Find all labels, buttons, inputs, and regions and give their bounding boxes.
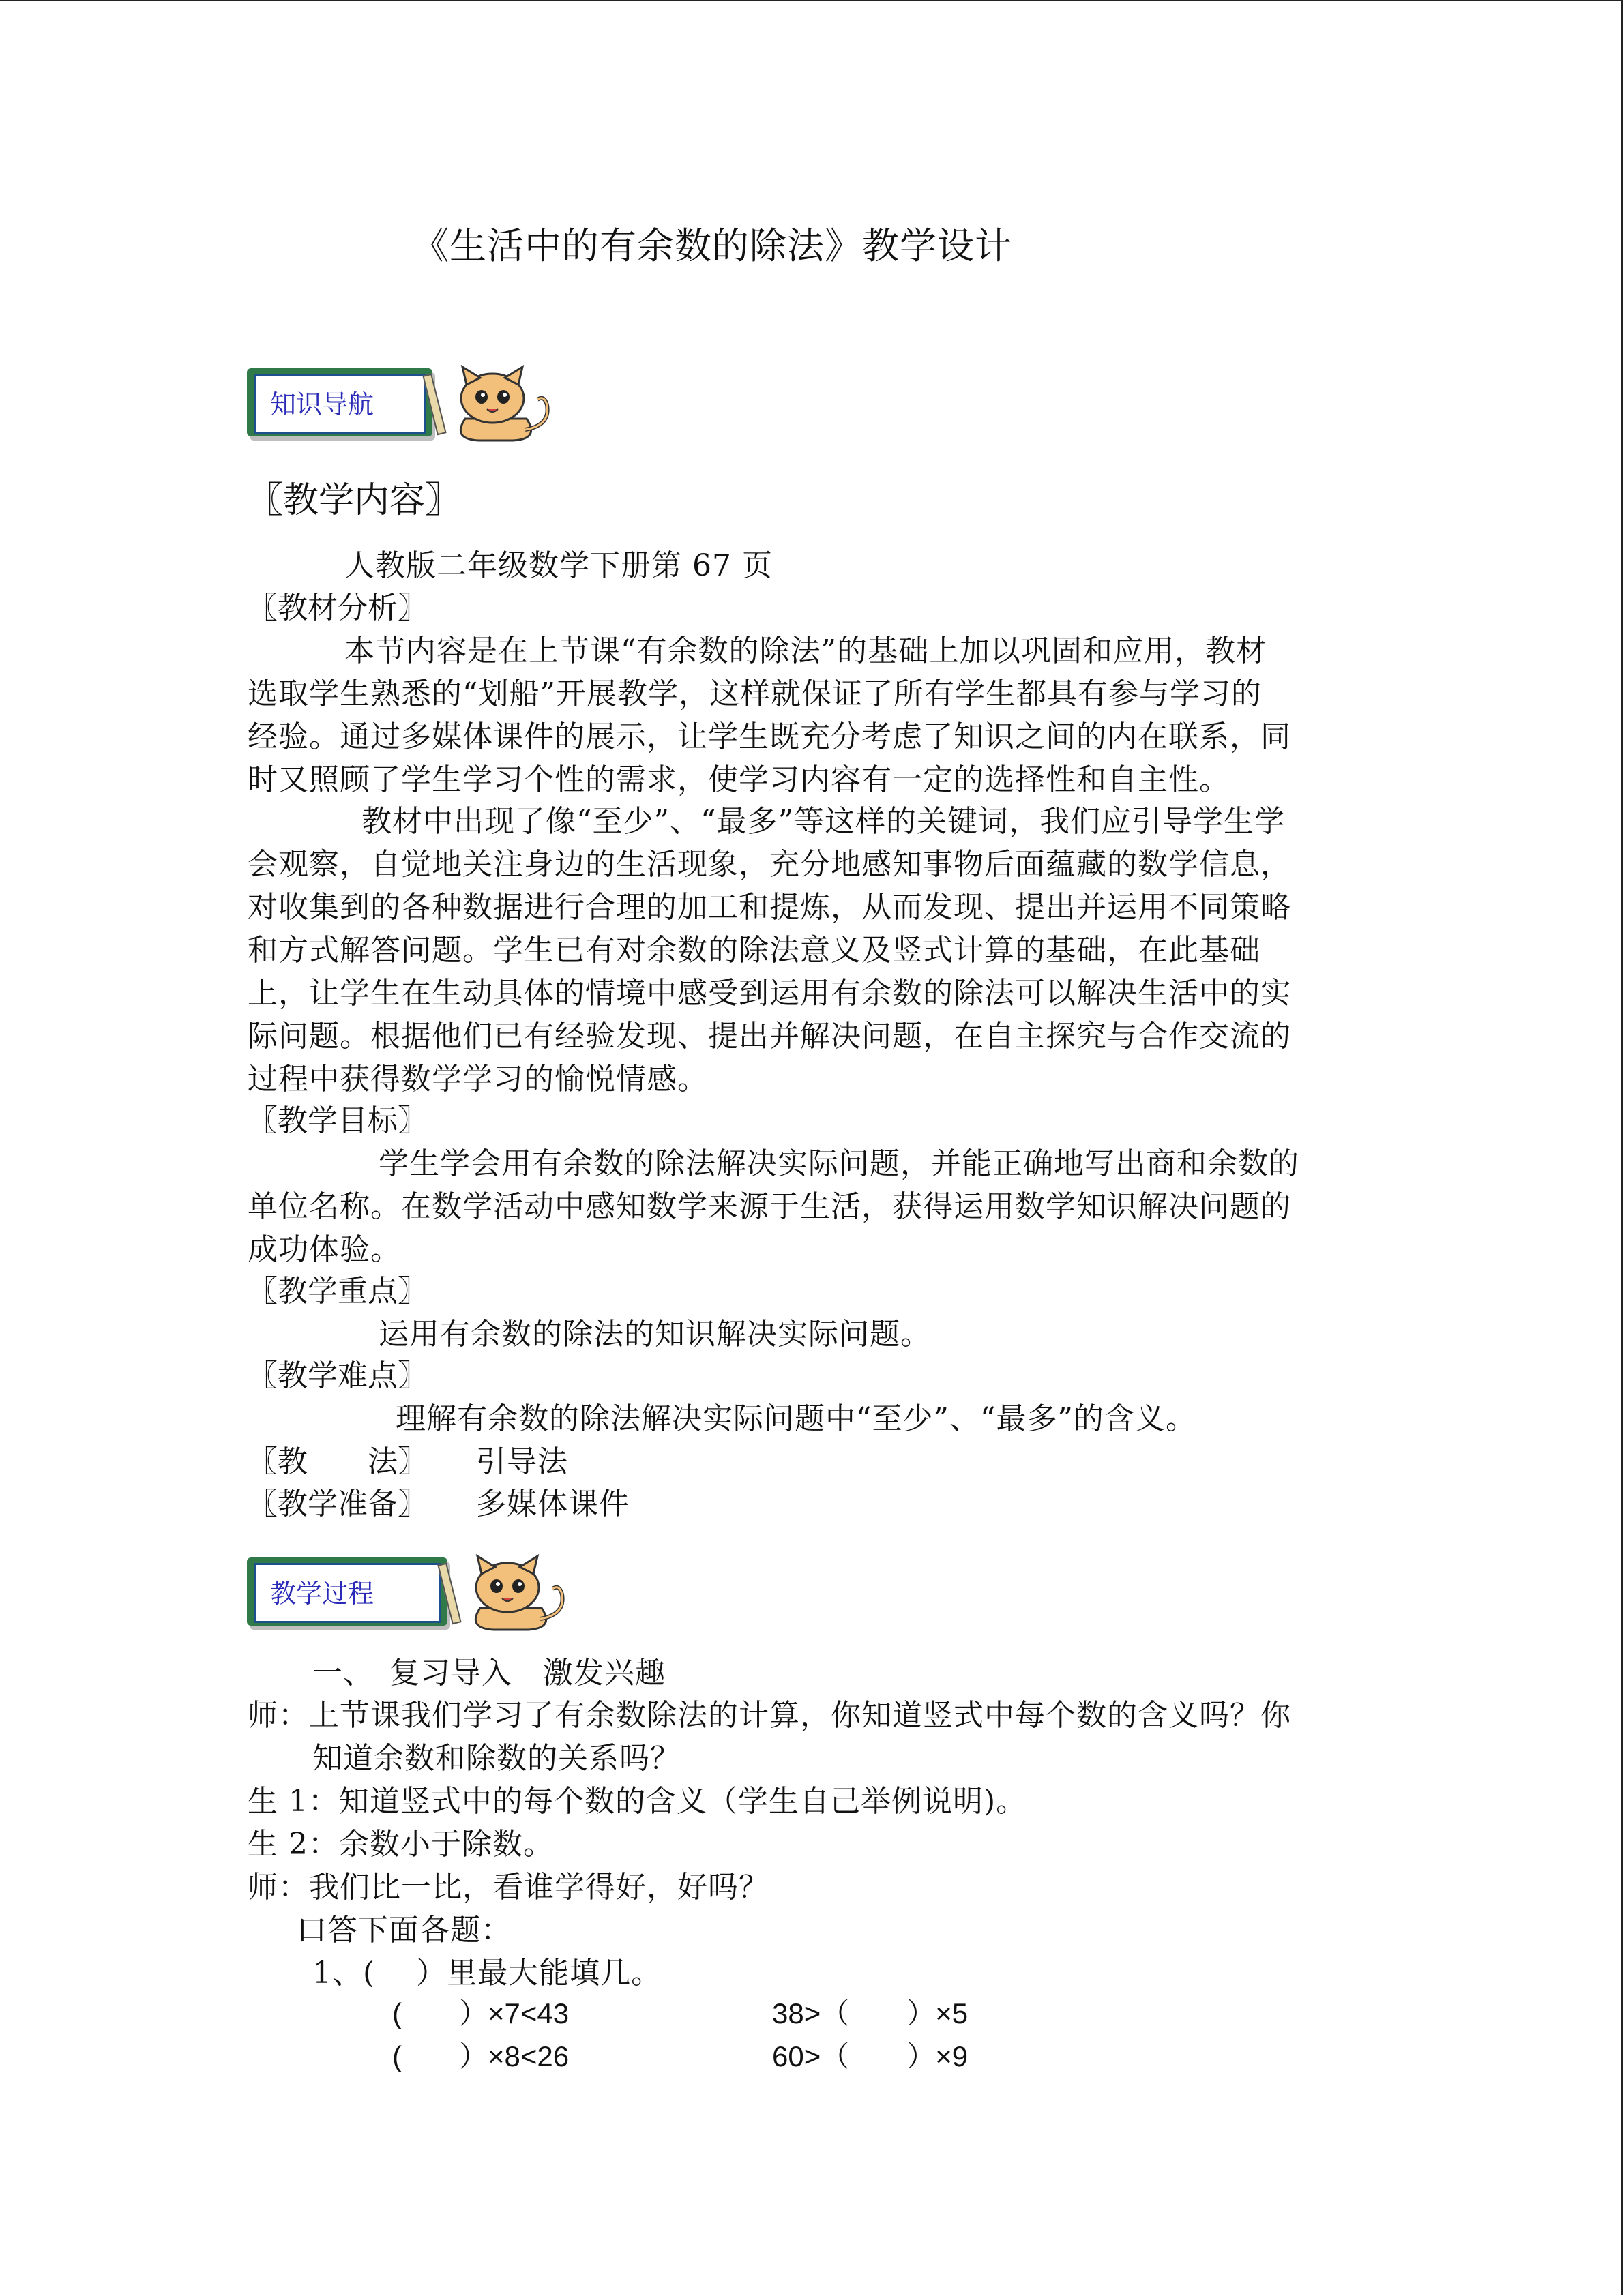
dialogue-line: 口答下面各题： <box>297 1913 512 1948</box>
exercise-item: ( ）×8<26 <box>392 2040 570 2072</box>
exercise-heading: 1、( ）里最大能填几。 <box>312 1956 662 1991</box>
analysis-p2-line: 和方式解答问题。学生已有对余数的除法意义及竖式计算的基础，在此基础 <box>248 933 1260 968</box>
dialogue-line: 生 2：余数小于除数。 <box>248 1827 554 1862</box>
analysis-p1-line: 时又照顾了学生学习个性的需求，使学习内容有一定的选择性和自主性。 <box>248 762 1230 797</box>
heading-difficulties: 〖教学难点〗 <box>248 1358 428 1393</box>
goal-line: 单位名称。在数学活动中感知数学来源于生活，获得运用数学知识解决问题的 <box>248 1189 1291 1224</box>
section-heading: 一、 复习导入 激发兴趣 <box>312 1656 666 1690</box>
prep-text: 多媒体课件 <box>476 1487 630 1521</box>
banner-label: 教学过程 <box>270 1579 374 1609</box>
dialogue-line: 生 1：知道竖式中的每个数的含义（学生自己举例说明)。 <box>248 1784 1027 1819</box>
key-text: 运用有余数的除法的知识解决实际问题。 <box>379 1317 931 1352</box>
content-text: 人教版二年级数学下册第 67 页 <box>344 548 773 583</box>
dialogue-line: 师：上节课我们学习了有余数除法的计算，你知道竖式中每个数的含义吗？你 <box>248 1698 1291 1733</box>
heading-key-points: 〖教学重点〗 <box>248 1274 428 1309</box>
analysis-p2-line: 过程中获得数学学习的愉悦情感。 <box>248 1062 708 1097</box>
analysis-p2-line: 际问题。根据他们已有经验发现、提出并解决问题，在自主探究与合作交流的 <box>248 1019 1291 1054</box>
heading-teaching-goals: 〖教学目标〗 <box>248 1103 428 1138</box>
exercise-item: 60>（ ）×9 <box>772 2040 969 2072</box>
analysis-p1-line: 选取学生熟悉的“划船”开展教学，这样就保证了所有学生都具有参与学习的 <box>248 676 1262 711</box>
analysis-p2-line: 教材中出现了像“至少”、“最多”等这样的关键词，我们应引导学生学 <box>361 804 1285 839</box>
exercise-item: 38>（ ）×5 <box>772 1997 969 2029</box>
analysis-p1-line: 本节内容是在上节课“有余数的除法”的基础上加以巩固和应用，教材 <box>344 633 1267 668</box>
goal-line: 成功体验。 <box>248 1232 401 1267</box>
difficulty-text: 理解有余数的除法解决实际问题中“至少”、“最多”的含义。 <box>396 1401 1196 1436</box>
cat-mascot-icon <box>438 364 554 446</box>
dialogue-line: 知道余数和除数的关系吗？ <box>312 1741 681 1776</box>
banner-knowledge-nav <box>247 368 588 450</box>
analysis-p2-line: 对收集到的各种数据进行合理的加工和提炼，从而发现、提出并运用不同策略 <box>248 890 1291 925</box>
method-text: 引导法 <box>476 1444 568 1479</box>
document-title: 《生活中的有余数的除法》教学设计 <box>412 224 1012 267</box>
analysis-p1-line: 经验。通过多媒体课件的展示，让学生既充分考虑了知识之间的内在联系，同 <box>248 719 1291 754</box>
banner-teaching-process <box>247 1557 588 1639</box>
banner-label: 知识导航 <box>270 389 374 419</box>
goal-line: 学生学会用有余数的除法解决实际问题，并能正确地写出商和余数的 <box>379 1146 1299 1181</box>
heading-preparation: 〖教学准备〗 <box>248 1487 428 1521</box>
dialogue-line: 师：我们比一比，看谁学得好，好吗？ <box>248 1870 769 1905</box>
analysis-p2-line: 会观察，自觉地关注身边的生活现象，充分地感知事物后面蕴藏的数学信息， <box>248 847 1291 882</box>
heading-method: 〖教 法〗 <box>248 1444 428 1479</box>
exercise-item: ( ）×7<43 <box>392 1997 570 2029</box>
heading-material-analysis: 〖教材分析〗 <box>248 591 428 625</box>
cat-mascot-icon <box>453 1553 569 1635</box>
heading-teaching-content: 〖教学内容〗 <box>248 480 461 521</box>
analysis-p2-line: 上，让学生在生动具体的情境中感受到运用有余数的除法可以解决生活中的实 <box>248 976 1291 1011</box>
